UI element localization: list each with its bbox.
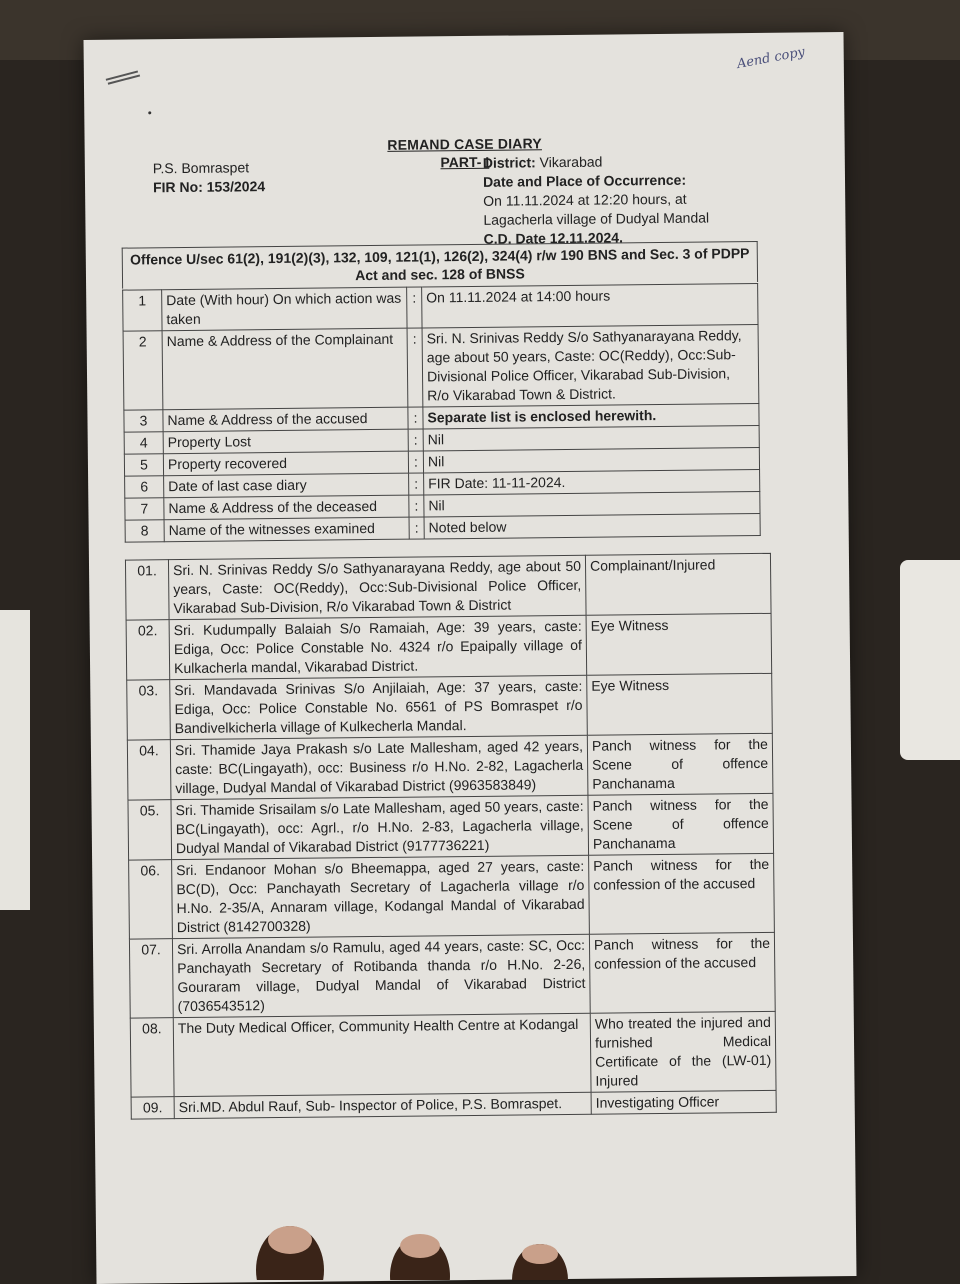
witness-row: [127, 733, 773, 800]
detail-label: Date of last case diary: [164, 473, 409, 498]
witness-role: Panch witness for the Scene of offence Panchanama: [588, 793, 774, 855]
occurrence-label: Date and Place of Occurrence:: [482, 171, 687, 190]
district-label: District:: [482, 154, 536, 171]
detail-row: [123, 283, 758, 331]
witness-row: [129, 853, 775, 939]
witness-description: Sri. N. Srinivas Reddy S/o Sathyanarayana Reddy, age about 50 years, Caste: OC(Reddy), Occ:Sub-Divisional Police Officer, Vikarabad Sub-Division, R/o Vikarabad Town & District: [168, 555, 586, 619]
detail-colon: :: [407, 287, 422, 328]
document-page: [84, 32, 857, 1284]
fir-number: 153/2024: [206, 178, 266, 195]
witness-row: [127, 673, 773, 740]
district-block: [483, 151, 744, 249]
detail-colon: :: [409, 495, 424, 517]
detail-colon: :: [407, 328, 423, 407]
detail-number: 1: [123, 290, 162, 331]
detail-value: [424, 513, 760, 539]
witness-role: Who treated the injured and furnished Medical Certificate of the (LW-01) Injured: [590, 1011, 776, 1092]
detail-value-text: Sri. N. Srinivas Reddy S/o Sathyanarayana Reddy, age about 50 years, Caste: OC(Reddy), Occ:Sub-Divisional Police Officer, Vikarabad Sub-Division, R/o Vikarabad Town & District.: [426, 327, 742, 404]
witness-description: Sri. Kudumpally Balaiah S/o Ramaiah, Age: 39 years, caste: Ediga, Occ: Police Constable No. 4324 r/o Epaipally village of Kulkacherla mandal, Vikarabad District.: [169, 615, 587, 679]
witness-number: 01.: [125, 560, 169, 620]
witness-row: [130, 1011, 776, 1097]
witness-number: 09.: [131, 1097, 174, 1119]
document-title: REMAND CASE DIARY: [387, 135, 542, 153]
background-paper-edge: [0, 610, 30, 910]
fingers-at-bottom: [150, 1210, 610, 1280]
detail-label: Name of the witnesses examined: [164, 517, 409, 542]
witness-role: Investigating Officer: [591, 1090, 776, 1114]
witness-number: 08.: [130, 1018, 174, 1097]
detail-label: Property Lost: [163, 429, 408, 454]
witness-description: Sri. Mandavada Srinivas S/o Anjilaiah, Age: 37 years, caste: Ediga, Occ: Police Constable No. 6561 of PS Bomraspet r/o Bandivelkicherla village of Kulkecherla Mandal.: [170, 675, 588, 739]
handwritten-annotation: Aend copy: [736, 44, 807, 73]
detail-value-text: FIR Date: 11-11-2024.: [428, 473, 566, 492]
witness-description: Sri.MD. Abdul Rauf, Sub- Inspector of Police, P.S. Bomraspet.: [174, 1092, 591, 1118]
detail-number: 6: [125, 476, 164, 498]
witness-role: Complainant/Injured: [585, 553, 771, 615]
witness-number: 03.: [127, 680, 171, 740]
occurrence-text: On 11.11.2024 at 12:20 hours, at Lagacherla village of Dudyal Mandal: [483, 190, 710, 228]
fir-label: FIR No:: [152, 178, 203, 196]
witness-number: 02.: [126, 620, 170, 680]
detail-colon: :: [409, 473, 424, 495]
witness-description: The Duty Medical Officer, Community Health Centre at Kodangal: [173, 1013, 591, 1096]
detail-value: [422, 324, 759, 407]
witness-role: Panch witness for the Scene of offence Panchanama: [587, 733, 773, 795]
detail-value-text: Nil: [427, 431, 445, 448]
witness-description: Sri. Thamide Srisailam s/o Late Mallesham, aged 50 years, caste: BC(Lingayath), occ: Agrl., r/o H.No. 2-83, Lagacherla village, Dudyal Mandal of Vikarabad District (9177736221): [171, 795, 589, 859]
detail-number: 2: [123, 331, 163, 410]
pen-mark-icon: [104, 67, 144, 87]
witness-row: [129, 932, 775, 1018]
detail-label: Name & Address of the deceased: [164, 495, 409, 520]
detail-value-text: Noted below: [428, 518, 507, 536]
detail-value-text: Nil: [428, 497, 445, 514]
police-station: P.S. Bomraspet: [152, 159, 250, 177]
detail-label: Name & Address of the Complainant: [162, 328, 408, 410]
witness-description: Sri. Thamide Jaya Prakash s/o Late Mallesham, aged 42 years, caste: BC(Lingayath), occ: Business r/o H.No. 2-82, Lagacherla village, Dudyal Mandal of Vikarabad District (9963583849): [170, 735, 588, 799]
witness-row: [126, 613, 772, 680]
detail-label: Date (With hour) On which action was taken: [162, 287, 407, 331]
detail-value-text: On 11.11.2024 at 14:00 hours: [426, 287, 611, 306]
detail-colon: :: [409, 517, 424, 539]
witness-description: Sri. Endanoor Mohan s/o Bheemappa, aged 27 years, caste: BC(D), Occ: Panchayath Secretary of Lagacherla village r/o H.No. 2-35/A, Annaram village, Kodangal Mandal of Vikarabad District (8142700328): [172, 855, 590, 938]
detail-number: 3: [124, 410, 163, 432]
witness-row: [125, 553, 771, 620]
case-details-table: [122, 283, 761, 543]
witness-number: 06.: [129, 860, 173, 939]
document-part: PART- I: [440, 153, 490, 171]
detail-row: [123, 324, 759, 410]
background-paper-stack: [900, 560, 960, 760]
detail-value: [422, 283, 758, 328]
witness-description: Sri. Arrolla Anandam s/o Ramulu, aged 44 years, caste: SC, Occ: Panchayath Secretary of Rotibanda thanda r/o H.No. 2-26, Gouraram village, Dudyal Mandal of Vikarabad District (7036543512): [172, 934, 590, 1017]
detail-label: Name & Address of the accused: [163, 407, 408, 432]
ink-dot: [148, 111, 151, 114]
witness-role: Eye Witness: [586, 613, 772, 675]
witness-role: Panch witness for the confession of the accused: [589, 932, 775, 1013]
detail-number: 7: [125, 498, 164, 520]
police-station-block: [153, 158, 265, 197]
witness-row: [128, 793, 774, 860]
witness-role: Panch witness for the confession of the accused: [589, 853, 775, 934]
detail-colon: :: [408, 451, 423, 473]
witnesses-table: [125, 553, 777, 1120]
detail-colon: :: [408, 407, 423, 429]
detail-number: 8: [125, 520, 164, 542]
district-value: Vikarabad: [539, 153, 603, 171]
detail-value-text: Separate list is enclosed herewith.: [427, 407, 657, 426]
detail-number: 5: [124, 454, 163, 476]
fir-line: [153, 177, 265, 197]
witness-number: 07.: [129, 939, 173, 1018]
offence-header: Offence U/sec 61(2), 191(2)(3), 132, 109, 121(1), 126(2), 324(4) r/w 190 BNS and Sec. 3 of PDPP Act and sec. 128 of BNSS: [122, 241, 758, 289]
cd-date: C.D. Date 12.11.2024.: [483, 229, 623, 247]
detail-value-text: Nil: [427, 453, 445, 470]
witness-role: Eye Witness: [587, 673, 773, 735]
detail-number: 4: [124, 432, 163, 454]
witness-number: 05.: [128, 800, 172, 860]
detail-label: Property recovered: [163, 451, 408, 476]
detail-colon: :: [408, 429, 423, 451]
witness-number: 04.: [127, 740, 171, 800]
